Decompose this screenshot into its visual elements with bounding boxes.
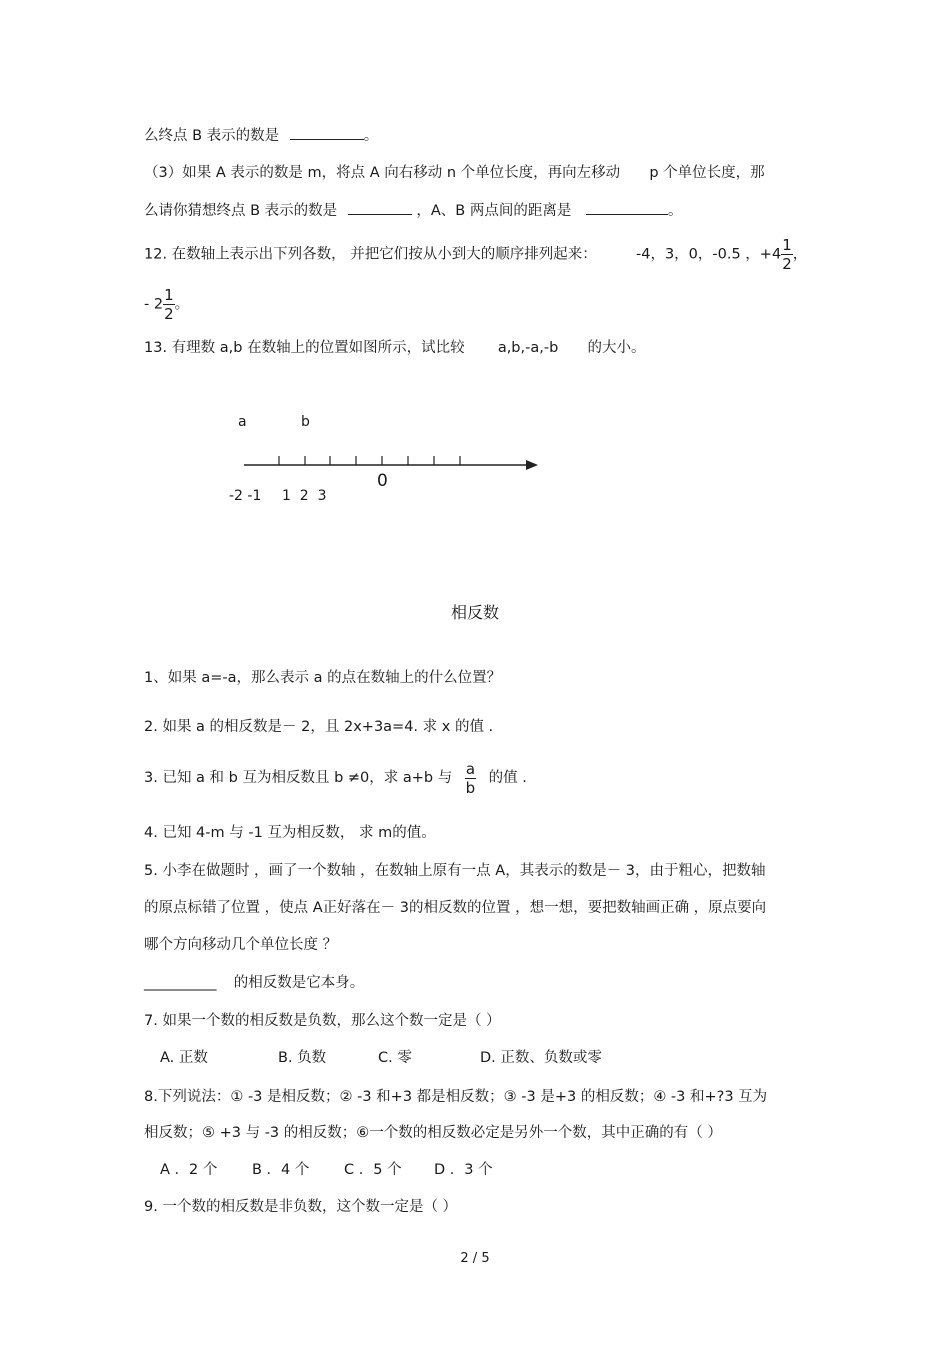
section-title: 相反数 [450,603,499,622]
axis-arrow [526,460,538,470]
item-8-line1: 8.下列说法：① -3 是相反数；② -3 和+3 都是相反数；③ -3 是+3 的相反数；④ -3 和+?3 互为 [144,1089,768,1105]
option-d[interactable]: D. 正数、负数或零 [480,1050,602,1066]
q11-line3-a: 么请你猜想终点 B 表示的数是 [144,203,338,219]
q11-part3-a: （3）如果 A 表示的数是 m，将点 A 向右移动 n 个单位长度，再向左移动 [144,165,621,181]
point-a-label: a [238,414,247,430]
page-number: 2 / 5 [460,1251,490,1266]
item-6-blank[interactable]: __________ [144,975,217,991]
fraction-denominator: 2 [782,255,792,273]
q11-line3-end: 。 [667,203,683,219]
item-7: 7. 如果一个数的相反数是负数，那么这个数一定是（ ） [144,1013,501,1029]
item-3-text-a: 3. 已知 a 和 b 互为相反数且 b ≠0，求 a+b 与 [144,770,453,786]
item-5-line3: 哪个方向移动几个单位长度 ？ [144,937,338,953]
item-8-line2: 相反数；⑤ +3 与 -3 的相反数；⑥一个数的相反数必定是另外一个数，其中正确的有（ ） [144,1125,722,1141]
item-5-line2: 的原点标错了位置 ，使点 A正好落在－ 3的相反数的位置 ，想一想，要把数轴画正确 ，原点要向 [144,900,767,916]
q13-text: 13. 有理数 a,b 在数轴上的位置如图所示，试比较 [144,340,465,356]
q11-line1-text: 么终点 B 表示的数是 [144,128,280,144]
tick-labels-negative: -2 -1 [229,488,262,504]
answer-blank[interactable] [348,200,412,215]
fraction-a-over-b [465,760,476,797]
answer-blank[interactable] [586,200,668,215]
axis-ticks [279,456,460,465]
option-b[interactable]: B. 负数 [278,1050,327,1066]
option-a[interactable]: A. 正数 [160,1050,208,1066]
item-6-text: 的相反数是它本身。 [233,975,365,991]
q12-numbers: -4，3，0，-0.5 ，+4 [636,246,782,263]
fraction-denominator: 2 [164,305,174,323]
fraction-one-half [163,286,175,323]
origin-zero-label: 0 [377,471,388,491]
q12-line2-prefix: - 2 [144,296,164,313]
item-4: 4. 已知 4-m 与 -1 互为相反数， 求 m的值。 [144,825,436,841]
q12-text: 12. 在数轴上表示出下列各数， 并把它们按从小到大的顺序排列起来： [144,246,597,263]
q12-line2 [144,286,189,323]
q11-line3-b: ，A、B 两点间的距离是 [416,203,572,219]
item-6 [144,973,364,993]
point-b-label: b [301,414,310,430]
option-c[interactable]: C ．5 个 [344,1162,402,1178]
tick-labels-positive: 1 2 3 [282,488,327,504]
item-3-text-b: 的值 . [488,770,527,786]
q12-line1 [144,236,807,273]
option-d[interactable]: D ．3 个 [434,1162,493,1178]
q13-compare: a,b,-a,-b [497,340,559,356]
option-b[interactable]: B ．4 个 [252,1162,310,1178]
item-2: 2. 如果 a 的相反数是－ 2，且 2x+3a=4. 求 x 的值 . [144,719,494,735]
fraction-numerator: 1 [782,236,792,254]
q11-part3-line2 [144,200,682,221]
q11-part3-b: p 个单位长度，那 [649,165,765,181]
item-9: 9. 一个数的相反数是非负数，这个数一定是（ ） [144,1199,458,1215]
item-3 [144,758,527,798]
q13-line [144,338,646,358]
fraction-numerator: 1 [164,286,174,304]
q13-end: 的大小。 [587,340,646,356]
option-a[interactable]: A ．2 个 [160,1162,218,1178]
q11-line1-end: 。 [363,128,379,144]
option-c[interactable]: C. 零 [378,1050,412,1066]
q12-comma: ， [792,246,808,263]
q12-line2-end: 。 [174,296,190,313]
fraction-denominator: b [465,778,476,797]
item-5-line1: 5. 小李在做题时 ，画了一个数轴 ，在数轴上原有一点 A，其表示的数是－ 3，由于粗心，把数轴 [144,863,766,879]
q11-line1 [144,125,378,146]
fraction-one-half [781,236,793,273]
fraction-numerator: a [465,759,476,778]
answer-blank[interactable] [290,125,364,140]
item-1: 1、如果 a=-a，那么表示 a 的点在数轴上的什么位置？ [144,670,502,686]
q11-part3-line1 [144,163,765,183]
